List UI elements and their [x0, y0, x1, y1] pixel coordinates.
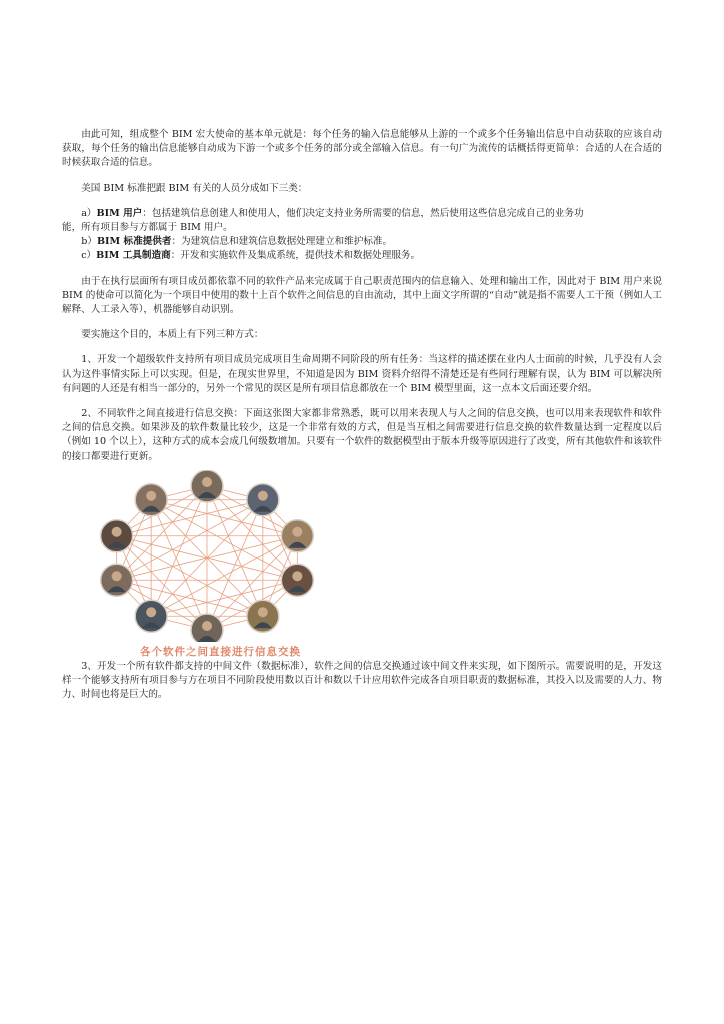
term-tool-maker: BIM 工具制造商 [96, 250, 171, 262]
person-node [191, 470, 223, 502]
connection-line [117, 536, 263, 616]
list-item-c: c）BIM 工具制造商：开发和实施软件及集成系统，提供技术和数据处理服务。 [81, 250, 421, 262]
person-node [135, 600, 167, 632]
person-node [135, 484, 167, 516]
connection-line [151, 500, 297, 580]
person-node [101, 564, 133, 596]
person-node [281, 564, 313, 596]
network-diagram [92, 470, 322, 642]
network-figure [92, 470, 322, 660]
list-item-a-continued: 能，所有项目参与方都属于 BIM 用户。 [62, 222, 233, 234]
term-bim-user: BIM 用户 [96, 207, 143, 219]
figure-caption: 各个软件之间直接进行信息交换 [140, 645, 301, 658]
paragraph-three-methods: 要实施这个目的，本质上有下列三种方式： [81, 329, 264, 341]
paragraph-method-1: 1、开发一个超级软件支持所有项目成员完成项目生命周期不同阶段的所有任务：当这样的描述摆在业内人士面前的时候，几乎没有人会认为这件事情实际上可以实现。但是，在现实世界里，不知道是因为 BIM 资料介绍得不清楚还是有些同行理解有误，认为 BIM 可以解决所有问题的人还是有相当一部分的，另外一个常见的误区是所有项目信息都放在一个 BIM 模型里面，这一点本文后面还要介绍。 [62, 354, 662, 394]
list-item-b: b）BIM 标准提供者：为建筑信息和建筑信息数据处理建立和维护标准。 [81, 236, 393, 248]
paragraph-method-2: 2、不同软件之间直接进行信息交换：下面这张图大家都非常熟悉，既可以用来表现人与人之间的信息交换，也可以用来表现软件和软件之间的信息交换。如果涉及的软件数量比较少，这是一个非常有效的方式，但是当互相之间需要进行信息交换的软件数量达到一定程度以后（例如 10 个以上），这种方式的成本会成几何级数增加。只要有一个软件的数据模型由于版本升级等原因进行了改变，所有其他软件和该软件的接口都要进行更新。 [62, 408, 662, 462]
person-node [281, 520, 313, 552]
paragraph-categories-intro: 美国 BIM 标准把跟 BIM 有关的人员分成如下三类： [81, 182, 308, 194]
document-page [62, 128, 662, 702]
list-item-a: a）BIM 用户：包括建筑信息创建人和使用人，他们决定支持业务所需要的信息，然后使用这些信息完成自己的业务功 [81, 207, 584, 219]
paragraph-method-3: 3、开发一个所有软件都支持的中间文件（数据标准），软件之间的信息交换通过该中间文件来实现，如下图所示。需要说明的是，开发这样一个能够支持所有项目参与方在项目不同阶段使用数以百计和数以千计应用软件完成各自项目职责的数据标准，其投入以及需要的人力、物力、时间也将是巨大的。 [62, 660, 662, 701]
term-standard-provider: BIM 标准提供者 [96, 236, 172, 248]
person-node [247, 600, 279, 632]
person-node [101, 520, 133, 552]
paragraph-software-flow: 由于在执行层面所有项目成员都依靠不同的软件产品来完成属于自己职责范围内的信息输入、处理和输出工作，因此对于 BIM 用户来说 BIM 的使命可以简化为一个项目中使用的数十上百个软件之间信息的自由流动，其中上面文字所谓的“自动”就是指不需要人工干预（例如人工解释、人工录入等），机器能够自动识别。 [62, 275, 662, 316]
paragraph-summary: 由此可知，组成整个 BIM 宏大使命的基本单元就是：每个任务的输入信息能够从上游的一个或多个任务输出信息中自动获取的应该自动获取，每个任务的输出信息能够自动成为下游一个或多个任务的部分或全部输入信息。有一句广为流传的话概括得更简单：合适的人在合适的时候获取合适的信息。 [62, 129, 662, 169]
person-node [247, 484, 279, 516]
person-node [191, 614, 223, 642]
